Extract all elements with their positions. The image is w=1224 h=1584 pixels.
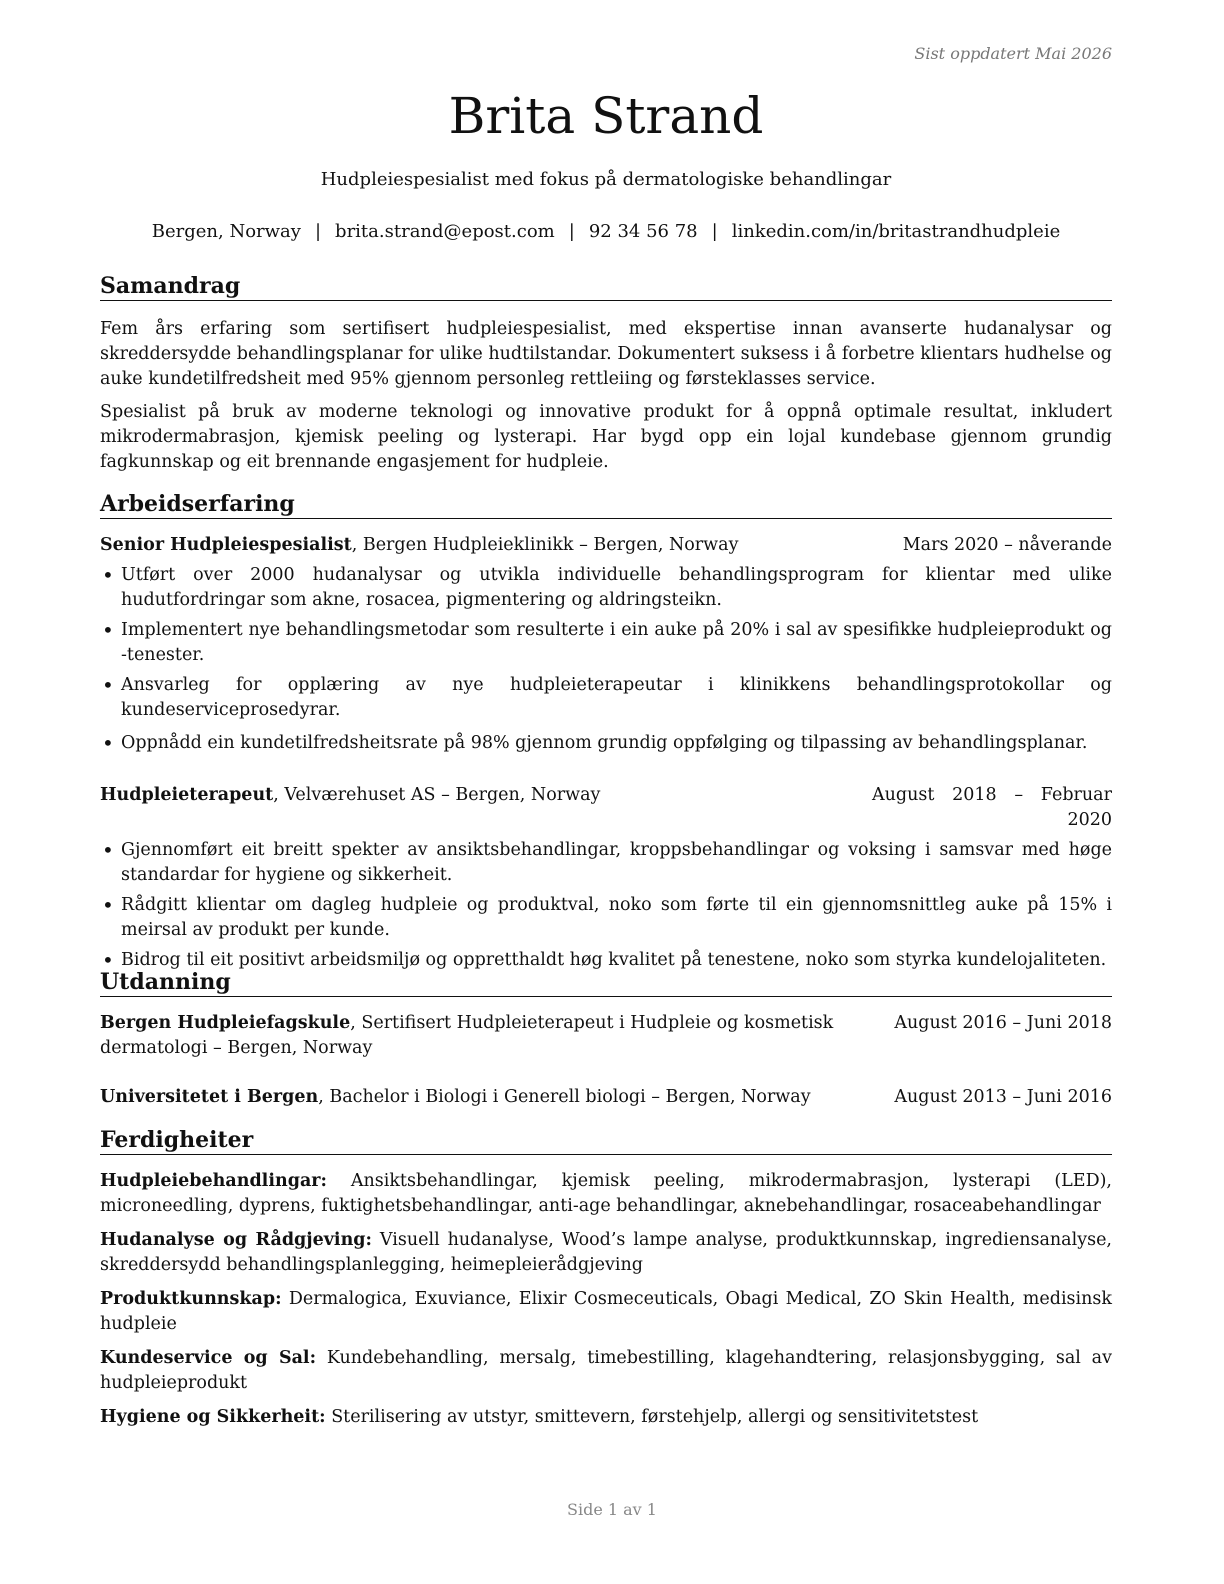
job-place: , Bergen Hudpleieklinikk – Bergen, Norway: [351, 535, 739, 555]
section-title: Ferdigheiter: [100, 1126, 1112, 1155]
list-item: • Rådgitt klientar om dagleg hudpleie og produktval, noko som førte til ein gjennomsnittleg auke på 15% i meirsal av produkt per kunde.: [100, 893, 1112, 943]
job-place: , Velværehuset AS – Bergen, Norway: [273, 785, 601, 805]
section-title: Samandrag: [100, 272, 1112, 301]
summary-section: [100, 272, 1112, 475]
job-entry: [100, 533, 1112, 756]
education-dates: August 2013 – Juni 2016: [894, 1087, 1112, 1107]
skill-label: Kundeservice og Sal:: [100, 1348, 317, 1368]
page-footer: Side 1 av 1: [567, 1500, 657, 1519]
skill-text: Kundebehandling, mersalg, timebestilling, klagehandtering, relasjonsbygging, sal av hudpleieprodukt: [100, 1348, 1112, 1393]
education-school: Bergen Hudpleiefagskule: [100, 1013, 351, 1033]
contact-separator: |: [711, 221, 718, 242]
tagline: Hudpleiespesialist med fokus på dermatologiske behandlingar: [320, 169, 892, 190]
skill-group: [100, 1169, 1112, 1219]
list-item: • Oppnådd ein kundetilfredsheitsrate på 98% gjennom grundig oppfølging og tilpassing av behandlingsplanar.: [100, 731, 1112, 756]
skill-group: [100, 1287, 1112, 1337]
job-role: Hudpleieterapeut: [100, 785, 274, 805]
education-school: Universitetet i Bergen: [100, 1087, 319, 1107]
summary-paragraph: Fem års erfaring som sertifisert hudpleiespesialist, med ekspertise innan avanserte hudanalysar og skreddersydde behandlingsplanar for ulike hudtilstandar. Dokumentert suksess i å forbetre klientars hudhelse og auke kundetilfredsheit med 95% gjennom personleg rettleiing og førsteklasses service.: [100, 319, 1112, 389]
section-title: Utdanning: [100, 968, 1112, 997]
job-bullets: [100, 563, 1112, 756]
list-item: • Implementert nye behandlingsmetodar som resulterte i ein auke på 20% i sal av spesifikke hudpleieprodukt og -tenester.: [100, 618, 1112, 668]
list-item: • Utført over 2000 hudanalysar og utvikla individuelle behandlingsprogram for klientar med ulike hudutfordringar som akne, rosacea, pigmentering og aldringsteikn.: [100, 563, 1112, 613]
education-detail: , Sertifisert Hudpleieterapeut i Hudpleie og kosmetisk dermatologi – Bergen, Norway: [100, 1013, 834, 1058]
job-role: Senior Hudpleiespesialist: [100, 535, 352, 555]
job-header: [100, 783, 1112, 833]
education-entry: [100, 1085, 1112, 1110]
skill-text: Visuell hudanalyse, Wood’s lampe analyse, produktkunnskap, ingrediensanalyse, skreddersydd behandlingsplanlegging, heimepleierådgjeving: [100, 1230, 1112, 1275]
contact-email[interactable]: brita.strand@epost.com: [335, 221, 555, 242]
contact-line: [100, 220, 1112, 244]
list-item: • Gjennomført eit breitt spekter av ansiktsbehandlingar, kroppsbehandlingar og voksing i samsvar med høge standardar for hygiene og sikkerheit.: [100, 838, 1112, 888]
education-detail: , Bachelor i Biologi i Generell biologi – Bergen, Norway: [318, 1087, 811, 1107]
skill-text: Sterilisering av utstyr, smittevern, førstehjelp, allergi og sensitivitetstest: [325, 1407, 979, 1427]
list-item: • Ansvarleg for opplæring av nye hudpleieterapeutar i klinikkens behandlingsprotokollar og kundeserviceprosedyrar.: [100, 673, 1112, 723]
skill-text: Ansiktsbehandlingar, kjemisk peeling, mikrodermabrasjon, lysterapi (LED), microneedling, dyprens, fuktighetsbehandlingar, anti-age behandlingar, aknebehandlingar, rosaceabehandlingar: [100, 1171, 1112, 1216]
skill-group: [100, 1405, 1112, 1430]
last-updated: Sist oppdatert Mai 2026: [914, 44, 1112, 63]
education-dates: August 2016 – Juni 2018: [894, 1013, 1112, 1033]
skill-group: [100, 1346, 1112, 1396]
job-entry: [100, 783, 1112, 973]
contact-phone: 92 34 56 78: [588, 221, 698, 242]
skill-group: [100, 1228, 1112, 1278]
contact-separator: |: [314, 221, 322, 242]
education-section: [100, 968, 1112, 1110]
summary-paragraph: Spesialist på bruk av moderne teknologi og innovative produkt for å oppnå optimale resultat, inkludert mikrodermabrasjon, kjemisk peeling og lysterapi. Har bygd opp ein lojal kundebase gjennom grundig fagkunnskap og eit brennande engasjement for hudpleie.: [100, 402, 1112, 472]
contact-separator: |: [568, 221, 575, 242]
job-header: [100, 533, 1112, 558]
section-title: Arbeidserfaring: [100, 490, 1112, 519]
job-dates: Mars 2020 – nåverande: [902, 535, 1112, 555]
education-entry: [100, 1011, 1112, 1061]
experience-section: [100, 490, 1112, 973]
person-name: Brita Strand: [448, 87, 764, 145]
job-bullets: [100, 838, 1112, 973]
skill-text: Dermalogica, Exuviance, Elixir Cosmeceuticals, Obagi Medical, ZO Skin Health, medisinsk hudpleie: [100, 1289, 1112, 1334]
job-dates: August 2018 – Februar 2020: [872, 785, 1112, 830]
contact-linkedin[interactable]: linkedin.com/in/britastrandhudpleie: [731, 221, 1061, 242]
skills-section: [100, 1126, 1112, 1430]
skill-label: Hygiene og Sikkerheit:: [100, 1407, 326, 1427]
skill-label: Produktkunnskap:: [100, 1289, 282, 1309]
skill-label: Hudanalyse og Rådgjeving:: [100, 1230, 372, 1250]
contact-location: Bergen, Norway: [151, 221, 301, 242]
list-item: • Bidrog til eit positivt arbeidsmiljø og oppretthaldt høg kvalitet på tenestene, noko som styrka kundelojaliteten.: [100, 948, 1112, 973]
skill-label: Hudpleiebehandlingar:: [100, 1171, 327, 1191]
